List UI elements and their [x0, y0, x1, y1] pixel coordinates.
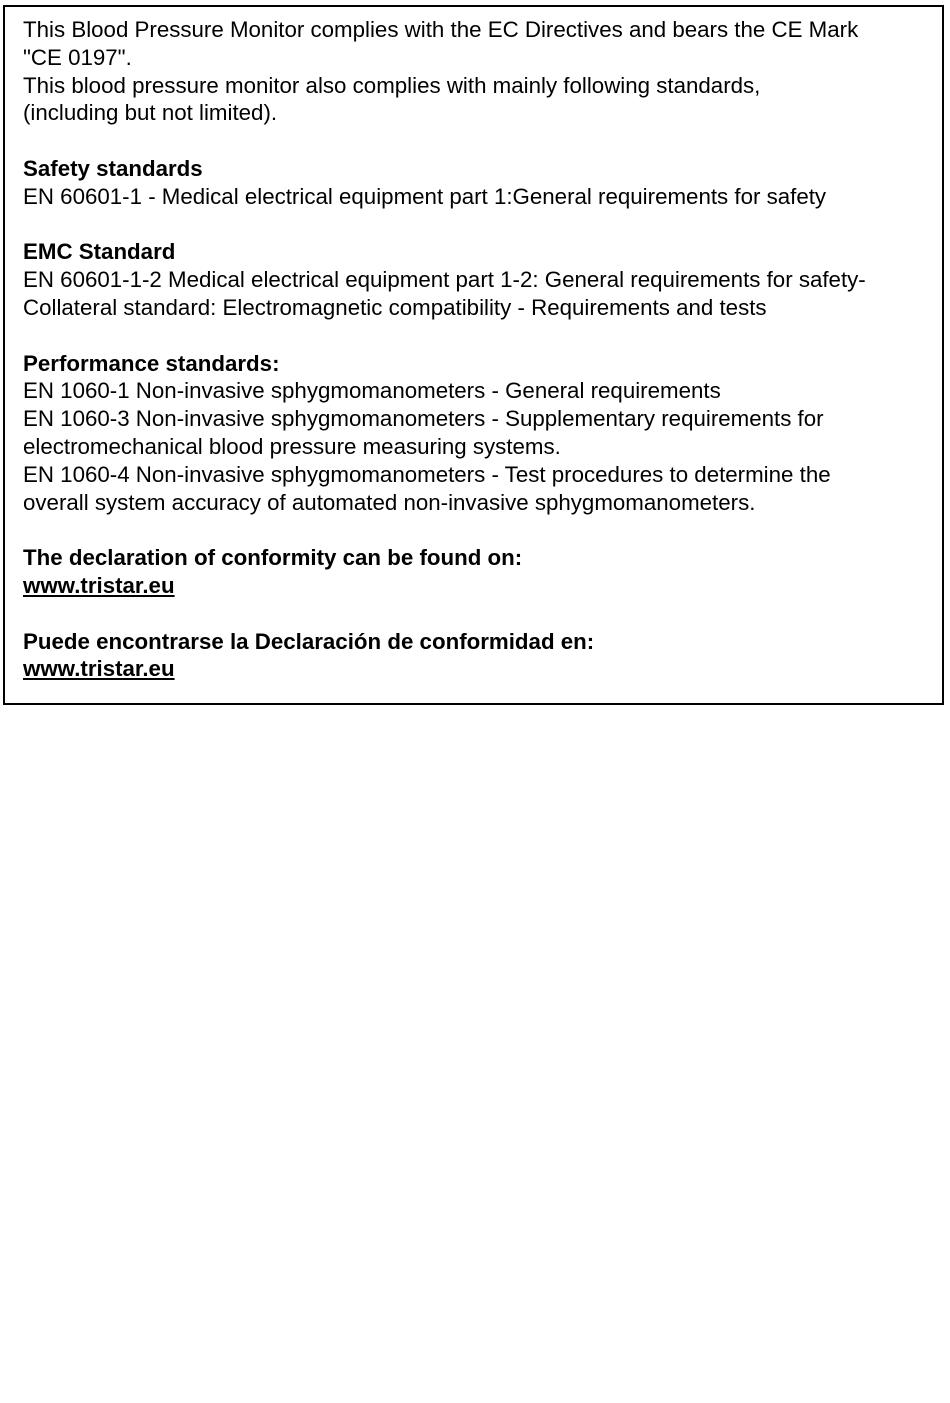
- declaration-heading-es: Puede encontrarse la Declaración de conformidad en:: [23, 628, 595, 654]
- declaration-link-es[interactable]: www.tristar.eu: [23, 656, 175, 682]
- performance-line-2: EN 1060-3 Non-invasive sphygmomanometers - Supplementary requirements for: [23, 406, 824, 432]
- declaration-link-en[interactable]: www.tristar.eu: [23, 572, 175, 598]
- spacer: [23, 600, 938, 628]
- spacer: [23, 127, 938, 155]
- performance-line-4: EN 1060-4 Non-invasive sphygmomanometers - Test procedures to determine the: [23, 461, 831, 487]
- performance-line-1: EN 1060-1 Non-invasive sphygmomanometers - General requirements: [23, 378, 721, 404]
- performance-line-5: overall system accuracy of automated non-invasive sphygmomanometers.: [23, 489, 756, 515]
- spacer: [23, 322, 938, 350]
- conformity-text: [23, 16, 938, 683]
- spacer: [23, 516, 938, 544]
- safety-standard-line: EN 60601-1 - Medical electrical equipment part 1:General requirements for safety: [23, 183, 827, 209]
- intro-line-2: "CE 0197".: [23, 44, 132, 70]
- performance-heading: Performance standards:: [23, 350, 280, 376]
- safety-heading: Safety standards: [23, 155, 203, 181]
- intro-line-4: (including but not limited).: [23, 100, 278, 126]
- declaration-heading-en: The declaration of conformity can be found on:: [23, 545, 523, 571]
- emc-standard-line-1: EN 60601-1-2 Medical electrical equipment part 1-2: General requirements for safety-: [23, 267, 866, 293]
- intro-line-1: This Blood Pressure Monitor complies with the EC Directives and bears the CE Mark: [23, 17, 859, 42]
- spacer: [23, 211, 938, 239]
- emc-heading: EMC Standard: [23, 239, 176, 265]
- emc-standard-line-2: Collateral standard: Electromagnetic compatibility - Requirements and tests: [23, 294, 767, 320]
- performance-line-3: electromechanical blood pressure measuring systems.: [23, 433, 561, 459]
- intro-line-3: This blood pressure monitor also complies with mainly following standards,: [23, 72, 761, 98]
